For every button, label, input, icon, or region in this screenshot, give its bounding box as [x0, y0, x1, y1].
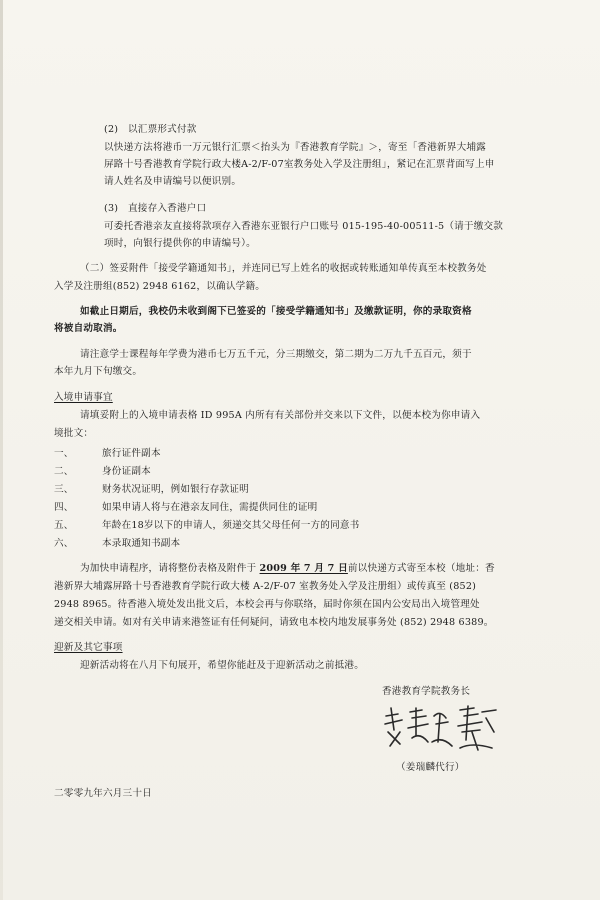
- list-item-text: 年龄在18岁以下的申请人，须递交其父母任何一方的同意书: [102, 520, 360, 531]
- payment-item2-line1: 以快递方法将港币一万元银行汇票＜抬头为『香港教育学院』＞，寄至「香港新界大埔露: [104, 142, 486, 153]
- payment-item2-line2: 屏路十号香港教育学院行政大楼A-2/F-07室教务处入学及注册组」，紧记在汇票背面写上申: [104, 159, 495, 170]
- list-item-num: 一、: [54, 448, 74, 459]
- list-item: [54, 446, 554, 462]
- process-line3: 2948 8965。待香港入境处发出批文后，本校会再与你联络，届时你须在国内公安局出入境管理处: [54, 599, 480, 610]
- letter-date: 二零零九年六月三十日: [54, 788, 152, 799]
- list-item: [54, 482, 554, 498]
- signature-acting: （姜瑞麟代行）: [396, 762, 465, 773]
- list-item-num: 四、: [54, 502, 74, 513]
- payment-item2-line3: 请人姓名及申请编号以便识别。: [104, 176, 242, 187]
- list-item-num: 五、: [54, 520, 74, 531]
- entry-intro-line2: 境批文：: [54, 428, 94, 439]
- list-item-text: 身份证副本: [102, 466, 151, 477]
- process-line2: 港新界大埔露屏路十号香港教育学院行政大楼 A-2/F-07 室教务处入学及注册组）或传真至 (852): [54, 581, 477, 592]
- tuition-line2: 本年九月下旬缴交。: [54, 366, 143, 377]
- signature-hidden-text: 姜瑞麟: [382, 702, 385, 703]
- welcome-heading: 迎新及其它事项: [54, 642, 123, 653]
- process-post: 前以快递方式寄至本校（地址：香: [347, 563, 495, 574]
- list-item: [54, 518, 554, 534]
- list-item-text: 旅行证件副本: [102, 448, 161, 459]
- list-item-num: 六、: [54, 538, 74, 549]
- process-line1: [80, 561, 590, 577]
- list-item: [54, 464, 554, 480]
- list-item-text: 本录取通知书副本: [102, 538, 181, 549]
- payment-item3-line2: 项时，向银行提供你的申请编号）。: [104, 238, 256, 249]
- payment-item2-title: (2) 以汇票形式付款: [104, 124, 197, 135]
- payment-item3-title: (3) 直接存入香港户口: [104, 203, 207, 214]
- process-line4: 递交相关申请。如对有关申请来港签证有任何疑问，请致电本校内地发展事务处 (852) 2948 6389。: [54, 617, 494, 628]
- part2-line1: （二）签妥附件「接受学籍通知书」，并连同已写上姓名的收据或转账通知单传真至本校教务处: [80, 263, 487, 274]
- list-item-num: 二、: [54, 466, 74, 477]
- signature-org: 香港教育学院教务长: [382, 686, 471, 697]
- list-item: [54, 536, 554, 552]
- process-deadline-date: 2009 年 7 月 7 日: [259, 563, 348, 574]
- handwritten-signature: [382, 702, 502, 756]
- list-item-num: 三、: [54, 484, 74, 495]
- tuition-line1: 请注意学士课程每年学费为港币七万五千元，分三期缴交，第二期为二万九千五百元，须于: [80, 349, 472, 360]
- list-item-text: 财务状况证明，例如银行存款证明: [102, 484, 249, 495]
- warning-line1: 如截止日期后，我校仍未收到阁下已签妥的「接受学籍通知书」及缴款证明，你的录取资格: [80, 306, 472, 317]
- process-pre: 为加快申请程序，请将整份表格及附件于: [80, 563, 260, 574]
- entry-heading: 入境申请事宜: [54, 392, 113, 403]
- list-item-text: 如果申请人将与在港亲友同住，需提供同住的证明: [102, 502, 318, 513]
- scan-edge: [0, 0, 3, 900]
- list-item: [54, 500, 554, 516]
- payment-item3-line1: 可委托香港亲友直接将款项存入香港东亚银行户口账号 015-195-40-00511-5（请于缴交款: [104, 221, 504, 232]
- warning-line2: 将被自动取消。: [54, 323, 123, 334]
- welcome-text: 迎新活动将在八月下旬展开，希望你能赶及于迎新活动之前抵港。: [80, 660, 365, 671]
- part2-line2: 入学及注册组(852) 2948 6162，以确认学籍。: [54, 281, 266, 292]
- entry-intro-line1: 请填妥附上的入境申请表格 ID 995A 内所有有关部份并交来以下文件，以便本校为你申请入: [80, 410, 481, 421]
